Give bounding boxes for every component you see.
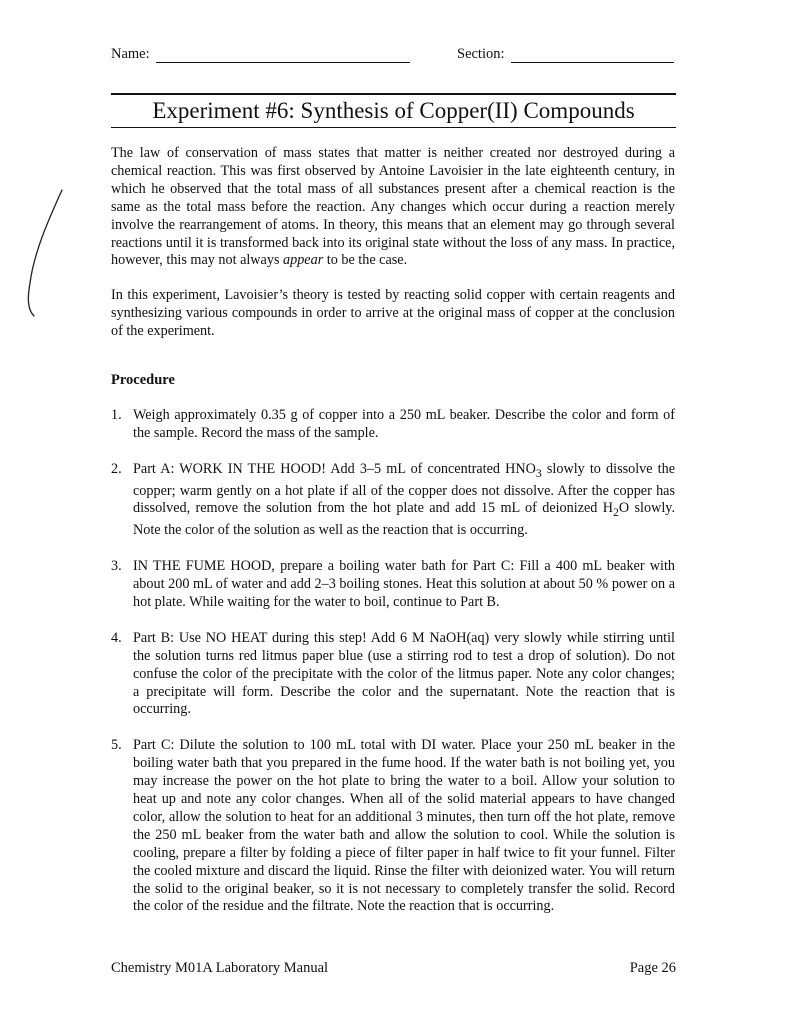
name-field <box>111 46 410 63</box>
procedure-step-5 <box>111 737 675 916</box>
step-number: 1. <box>111 406 122 423</box>
section-label: Section: <box>457 46 505 62</box>
step-text: Part A: WORK IN THE HOOD! Add 3–5 mL of concentrated $HNO_3$ slowly to dissolve the copper; warm gently on a hot plate if all of the copper does not dissolve. After the copper has dissolved, remove the solution from the hot plate and add 15 mL of deionized $H_2O$ slowly. Note the color of the solution as well as the reaction that is occurring. <box>133 460 675 539</box>
emphasis-appear: appear <box>283 252 324 269</box>
step-text: Weigh approximately 0.35 g of copper into a 250 mL beaker. Describe the color and form of the sample. Record the mass of the sample. <box>133 406 675 441</box>
section-field <box>457 46 674 63</box>
header-fields <box>111 46 676 68</box>
step-text: Part B: Use NO HEAT during this step! Add 6 M NaOH(aq) very slowly while stirring until the solution turns red litmus paper blue (use a stirring rod to test a drop of solution). Do not confuse the color of the precipitate with the color of the litmus paper. Note any color changes; a precipitate will form. Describe the color and the supernatant. Note the reaction that is occurring. <box>133 629 675 718</box>
intro-paragraph-2: In this experiment, Lavoisier’s theory is tested by reacting solid copper with certain reagents and synthesizing various compounds in order to arrive at the original mass of copper at the conclusion of the experiment. <box>111 287 675 340</box>
page-title: Experiment #6: Synthesis of Copper(II) Compounds <box>111 93 676 128</box>
procedure-step-4 <box>111 630 675 720</box>
footer-manual-title: Chemistry M01A Laboratory Manual <box>111 960 329 976</box>
step-number: 5. <box>111 737 122 754</box>
section-blank-line <box>511 46 674 63</box>
step-text: Part C: Dilute the solution to 100 mL total with DI water. Place your 250 mL beaker in the boiling water bath that you prepared in the fume hood. If the water bath is not boiling yet, you may increase the power on the hot plate to bring the water to a boil. Allow your solution to heat up and note any color changes. When all of the solid material appears to have changed color, allow the solution to heat for an additional 3 minutes, then turn off the hot plate, remove the 250 mL beaker from the water bath and allow the solution to cool. While the solution is cooling, prepare a filter by folding a piece of filter paper in half twice to fit your funnel. Filter the cooled mixture and discard the liquid. Rinse the filter with deionized water. You will return the solid to the original beaker, so it is not necessary to completely transfer the solid. Record the color of the residue and the filtrate. Note the reaction that is occurring. <box>133 737 675 915</box>
name-blank-line <box>156 46 410 63</box>
procedure-steps <box>111 407 675 916</box>
procedure-step-1 <box>111 407 675 443</box>
step-number: 3. <box>111 558 122 575</box>
handwritten-margin-bracket <box>22 188 72 323</box>
procedure-heading: Procedure <box>111 372 175 389</box>
footer-page-number: Page 26 <box>629 960 676 976</box>
procedure-step-3 <box>111 558 675 612</box>
name-label: Name: <box>111 46 150 62</box>
step-text: IN THE FUME HOOD, prepare a boiling water bath for Part C: Fill a 400 mL beaker with about 200 mL of water and add 2–3 boiling stones. Heat this solution at about 50 % power on a hot plate. While waiting for the water to boil, continue to Part B. <box>133 558 675 610</box>
step-number: 2. <box>111 460 122 477</box>
step-number: 4. <box>111 629 122 646</box>
document-body <box>111 145 675 934</box>
procedure-step-2 <box>111 461 675 540</box>
intro-paragraph-1: The law of conservation of mass states that matter is neither created nor destroyed during a chemical reaction. This was first observed by Antoine Lavoisier in the late eighteenth century, in which he observed that the total mass of all substances present after a chemical reaction is the same as the total mass before the reaction. Any changes which occur during a reaction merely involve the rearrangement of atoms. In theory, this means that an element may go through several reactions until it is transformed back into its original state without the loss of any mass. In practice, however, this may not always appear to be the case. <box>111 145 675 269</box>
